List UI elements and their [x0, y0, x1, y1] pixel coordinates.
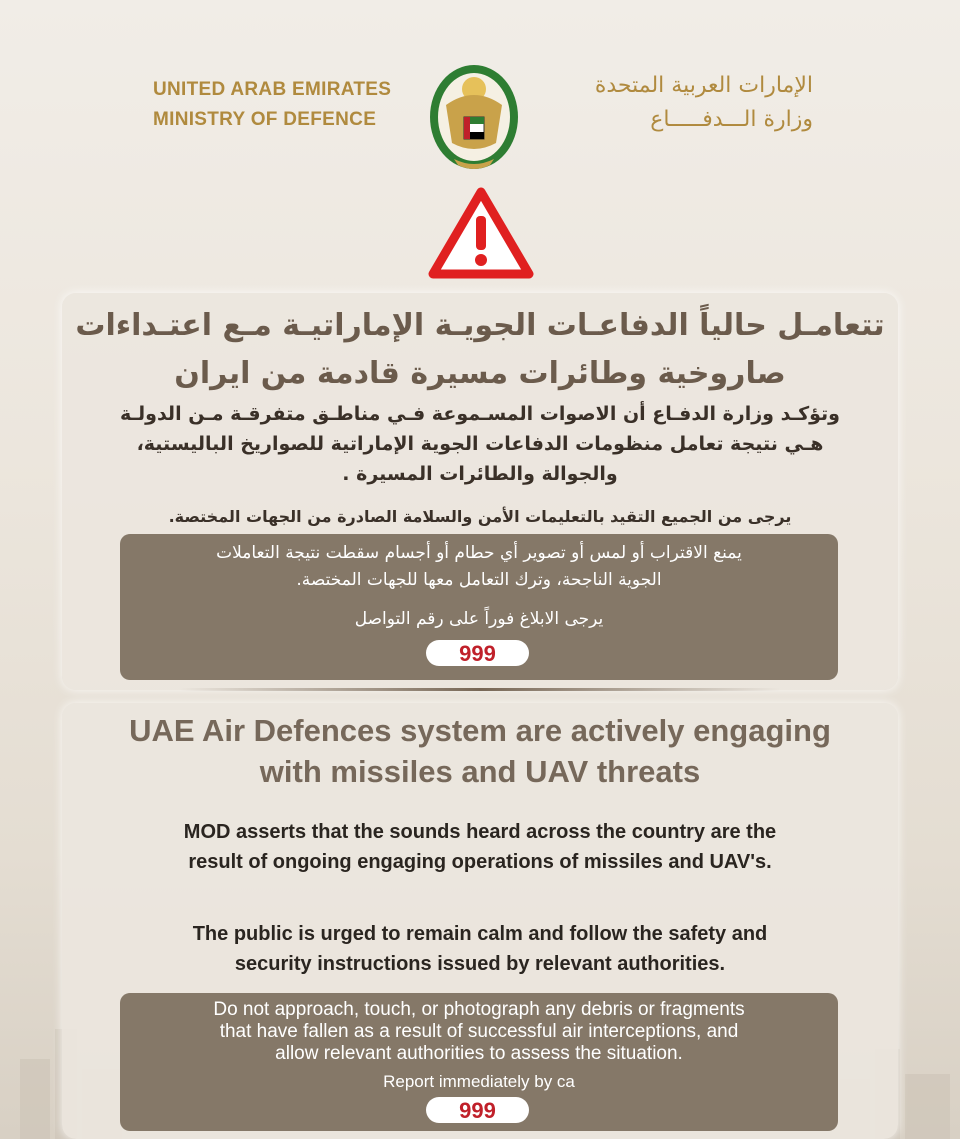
arabic-box-line2: الجوية الناجحة، وترك التعامل معها للجهات المختصة. [296, 570, 662, 590]
english-body1-line1: MOD asserts that the sounds heard across the country are the [183, 821, 777, 843]
arabic-title-line2: صاروخية وطائرات مسيرة قادمة من ايران [174, 356, 786, 391]
english-box-line3: allow relevant authorities to assess the situation. [275, 1043, 683, 1064]
english-title-line1: UAE Air Defences system are actively engaging [129, 713, 831, 748]
english-report-text: Report immediately by ca [383, 1072, 575, 1091]
arabic-body-line1: وتؤكـد وزارة الدفـاع أن الاصوات المسـموعة فـي مناطـق متفرقـة مـن الدولـة [120, 403, 840, 425]
english-announcement-card [62, 703, 898, 1139]
arabic-body-line2: هـي نتيجة تعامل منظومات الدفاعات الجوية الإماراتية للصواريخ الباليستية، [136, 433, 824, 455]
header-country-en: UNITED ARAB EMIRATES [153, 79, 392, 100]
header-country-ar: الإمارات العربية المتحدة [594, 73, 813, 98]
english-box-line2: that have fallen as a result of successful air interceptions, and [219, 1021, 739, 1042]
english-hotline-badge: 999 [426, 1097, 529, 1123]
header-ministry-ar: وزارة الـــدفـــــاع [650, 107, 813, 132]
arabic-hotline-badge: 999 [426, 640, 529, 666]
english-body1-line2: result of ongoing engaging operations of missiles and UAV's. [188, 851, 772, 873]
arabic-announcement-card [62, 293, 898, 690]
arabic-urge-text: يرجى من الجميع التقيد بالتعليمات الأمن والسلامة الصادرة من الجهات المختصة. [168, 507, 792, 526]
arabic-instructions-box [120, 534, 838, 680]
english-title-line2: with missiles and UAV threats [259, 754, 701, 789]
arabic-body-line3: والجوالة والطائرات المسيرة . [342, 463, 618, 485]
arabic-report-text: يرجى الابلاغ فوراً على رقم التواصل [354, 609, 604, 629]
uae-falcon-emblem-icon [426, 55, 522, 173]
ministry-name-arabic [548, 69, 813, 137]
english-box-line1: Do not approach, touch, or photograph any debris or fragments [213, 999, 745, 1020]
arabic-box-line1: يمنع الاقتراب أو لمس أو تصوير أي حطام أو أجسام سقطت نتيجة التعاملات [216, 543, 742, 563]
header-ministry-en: MINISTRY OF DEFENCE [153, 109, 377, 130]
english-instructions-box [120, 993, 838, 1131]
ministry-header [0, 55, 960, 175]
english-body2-line1: The public is urged to remain calm and follow the safety and [192, 923, 768, 945]
warning-triangle-icon [427, 186, 535, 282]
section-divider [180, 688, 780, 691]
english-body2-line2: security instructions issued by relevant authorities. [234, 953, 726, 975]
ministry-name-english [153, 75, 409, 135]
arabic-title-line1: تتعامـل حالياً الدفاعـات الجويـة الإماراتيـة مـع اعتـداءات [75, 308, 885, 343]
